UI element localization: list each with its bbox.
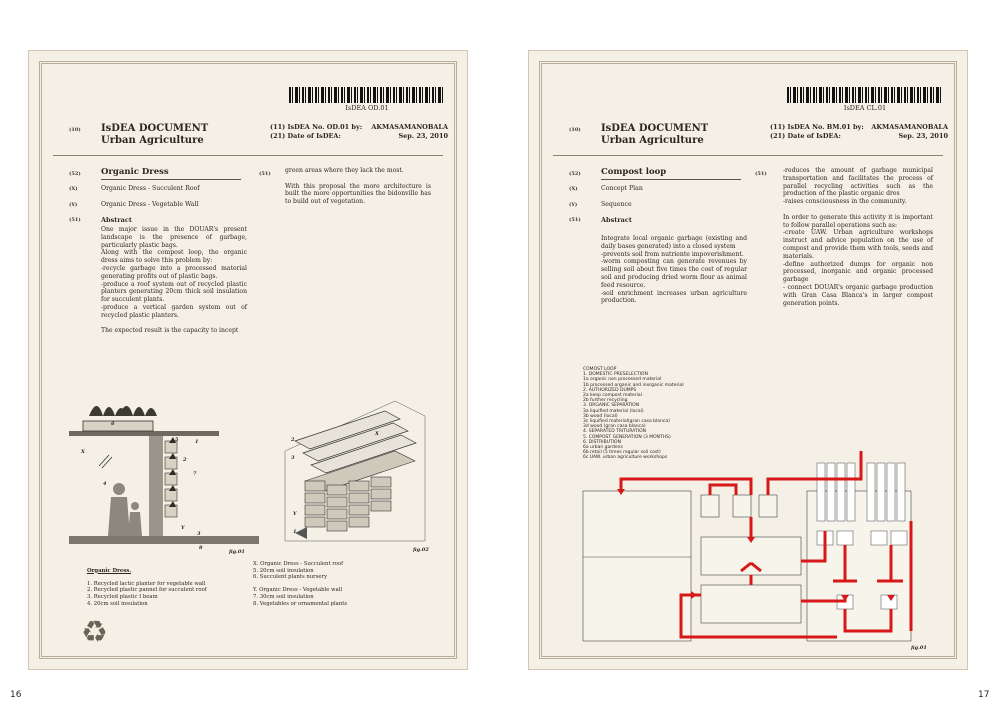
barcode [787, 87, 943, 103]
iso-callout-3: 3 [291, 455, 295, 461]
fig-label-2: fig.02 [413, 547, 429, 553]
item-code: (X) [569, 186, 578, 192]
compost-loop-legend: COMOST LOOP 1. DOMESTIC PRESELECTION 1a organic non processed material 1b processed organic and inorganic material 2. AUTHORIZED DUMPS 2a keep compost material 2b further recycling 3. ORGANIC SEPARATION 3a liquified material (local) 3b wood (local) 3c liquified material(gran casa blanca) 3d wood (gran casa blanca) 4. SEPARATED TRITURATION 5. COMPOST GENERATION (3 MONTHS) 6. DISTRIBUTION 6a urban gardens 6b retail (5 times regular soil cost) 6c UAW. urban agriculture workshops [583, 367, 684, 461]
recycle-icon: ♻ [81, 615, 108, 650]
abstract-heading: Abstract [601, 216, 632, 224]
caption-left: Organic Dress. 1. Recycled lactic planter for vegetable wall 2. Recycled plastic pannel for succulent roof 3. Recycled plastic I beam 4. 20cm soil insulation [87, 567, 207, 607]
right-page [528, 50, 968, 670]
section-title: Compost loop [601, 167, 741, 180]
document-title [101, 123, 208, 147]
title-line-2: Urban Agriculture [101, 135, 204, 146]
item-sequence: Sequence [601, 201, 632, 208]
page-number-left: 16 [10, 690, 22, 700]
meta-row-number: (11) IsDEA No. OD.01 by: AKMASAMANOBALA [270, 123, 448, 131]
barcode [289, 87, 445, 103]
callout-4: 4 [103, 481, 107, 487]
column2-text: green areas where they lack the most. With this proposal the more architecture is built the more opportunities the bidonville has to build out of vegetation. [285, 167, 431, 206]
document-title [601, 123, 708, 147]
header-divider [553, 155, 943, 156]
section-code: (52) [569, 171, 581, 177]
title-line-1: IsDEA DOCUMENT [601, 123, 709, 134]
abstract-text: Integrate local organic garbage (existing and daily bases generated) into a closed system -prevents soil from nutriente impoverishment. -worm composting can generate revenues by selling soil about five times the cost of regular soil and producing dried worm flour as animal feed resource. -soil enrichment increases urban agriculture production. [601, 235, 747, 305]
item-succulent-roof: Organic Dress - Succulent Roof [101, 185, 200, 192]
item-code: (X) [69, 186, 78, 192]
section-code: (52) [69, 171, 81, 177]
item-code: (Y) [569, 202, 578, 208]
header-divider [53, 155, 443, 156]
page-number-right: 17 [978, 690, 990, 700]
section-title: Organic Dress [101, 167, 241, 180]
isometric-drawing [265, 381, 445, 551]
callout-X: X [81, 449, 85, 455]
section-drawing [69, 371, 259, 551]
column2-code: (51) [755, 171, 767, 177]
callout-7: 7 [193, 471, 197, 477]
item-vegetable-wall: Organic Dress - Vegetable Wall [101, 201, 199, 208]
iso-callout-1: 1 [293, 529, 297, 535]
document-meta [770, 123, 948, 141]
column2-text: -reduces the amount of garbage municipal transportation and facilitates the process of parallel recycling activities such as the production of the plastic organic dres -raises consciousness in the community. In order to generate this activity it is important to follow parallel operations such as: -create UAW. Urban agriculture workshops instruct and advice population on the use of compost and provide them with tools, seeds and materials. -define authorized dumps for organic non processed, inorganic and organic processed garbage - connect DOUAR's organic garbage production with Gran Casa Blanca's in larger compost generation points. [783, 167, 933, 307]
callout-8: 8 [199, 545, 203, 551]
callout-1: 1 [195, 439, 199, 445]
iso-callout-Y: Y [293, 511, 297, 517]
column2-code: (51) [259, 171, 271, 177]
abstract-code: (51) [569, 217, 581, 223]
callout-2: 2 [183, 457, 187, 463]
caption-right: X. Organic Dress - Succulent roof 5. 20cm soil insulation 6. Succulent plants nursery Y. Organic Dress - Vegetable wall 7. 30cm soil insulation 8. Vegetables or ornamental plants [253, 561, 348, 607]
callout-5: 5 [175, 437, 179, 443]
iso-callout-X: X [375, 431, 379, 437]
fig-label-1: fig.01 [229, 549, 245, 555]
meta-row-date: (21) Date of IsDEA: Sep. 23, 2010 [770, 132, 948, 140]
title-code: (10) [69, 127, 81, 133]
meta-row-number: (11) IsDEA No. BM.01 by: AKMASAMANOBALA [770, 123, 948, 131]
compost-loop-diagram [581, 461, 917, 653]
callout-Y: Y [181, 525, 185, 531]
meta-row-date: (21) Date of IsDEA: Sep. 23, 2010 [270, 132, 448, 140]
barcode-label: IsDEA OD.01 [345, 104, 389, 112]
item-code: (Y) [69, 202, 78, 208]
barcode-label: IsDEA CL.01 [843, 104, 887, 112]
iso-callout-2: 2 [291, 437, 295, 443]
document-meta [270, 123, 448, 141]
title-line-1: IsDEA DOCUMENT [101, 123, 209, 134]
title-line-2: Urban Agriculture [601, 135, 704, 146]
item-concept-plan: Concept Plan [601, 185, 643, 192]
title-code: (10) [569, 127, 581, 133]
fig-label-1: fig.01 [911, 645, 927, 651]
callout-3: 3 [197, 531, 201, 537]
abstract-text: One major issue in the DOUAR's present landscape is the presence of garbage, particularly plastic bags. Along with the compost loop, the organic dress aims to solve this problem by: -recycle garbage into a processed material generating profits out of plastic bags. -produce a roof system out of recycled plastic planters generating 20cm thick soil insulation for succulent plants. -produce a vertical garden system out of recycled plastic planters. The expected result is the capacity to incept [101, 226, 247, 335]
left-page [28, 50, 468, 670]
abstract-code: (51) [69, 217, 81, 223]
callout-6: 6 [111, 421, 115, 427]
abstract-heading: Abstract [101, 216, 132, 224]
